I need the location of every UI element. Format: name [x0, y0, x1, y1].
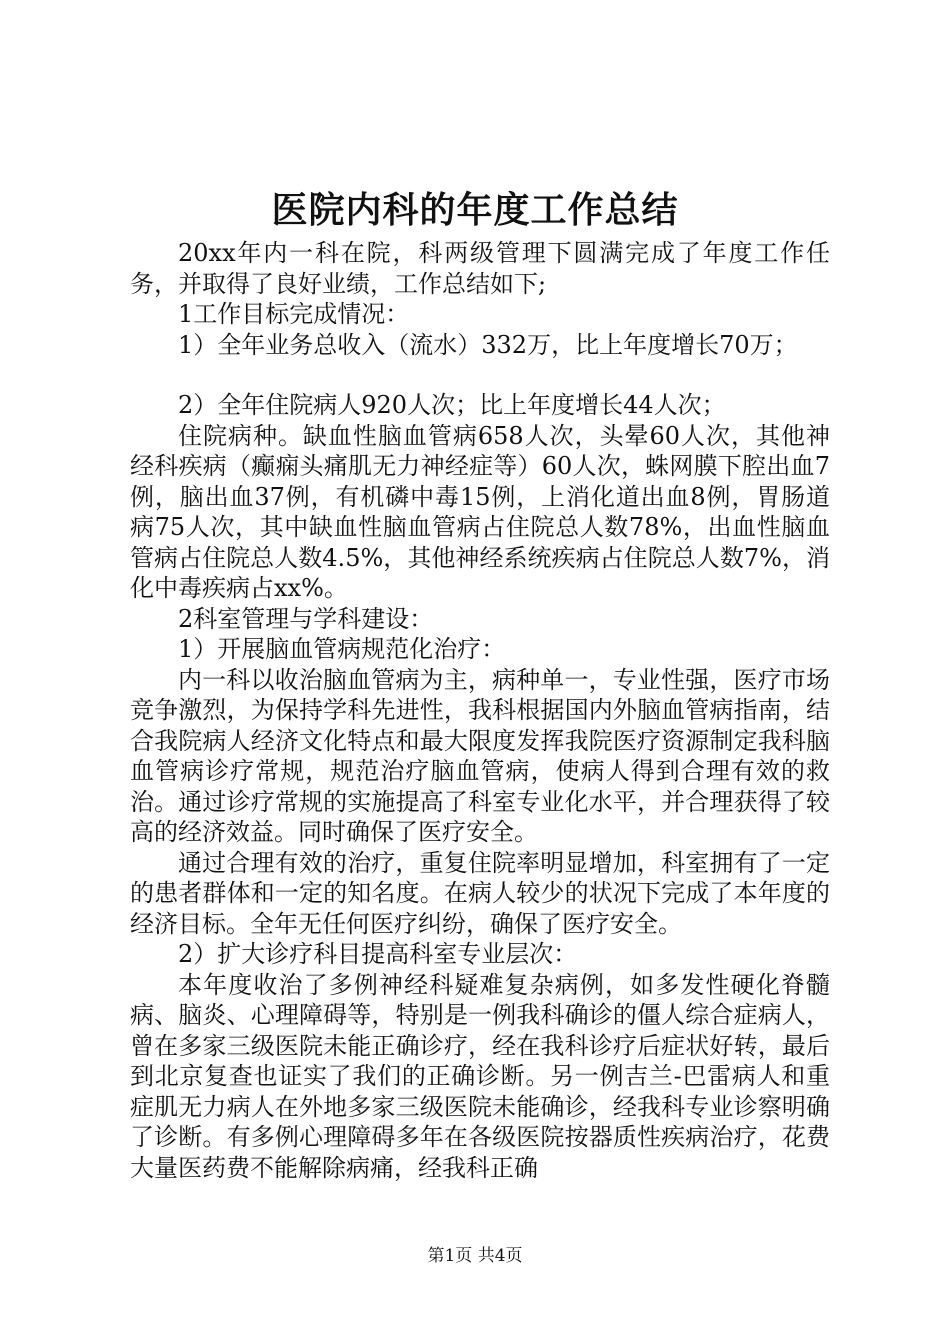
- item-inpatients: 2）全年住院病人920人次；比上年度增长44人次；: [178, 391, 726, 419]
- paragraph-difficult-cases: 本年度收治了多例神经科疑难复杂病例，如多发性硬化脊髓病、脑炎、心理障碍等，特别是一例我科确诊的僵人综合症病人，曾在多家三级医院未能正确诊疗，经在我科诊疗后症状好转，最后到北京复查也证实了我们的正确诊断。另一例吉兰-巴雷病人和重症肌无力病人在外地多家三级医院未能确诊，经我科专业诊察明确了诊断。有多例心理障碍多年在各级医院按器质性疾病治疗，花费大量医药费不能解除病痛，经我科正确: [130, 970, 830, 1182]
- item-standardized-treatment: 1）开展脑血管病规范化治疗：: [178, 635, 506, 663]
- paragraph-treatment-results: 通过合理有效的治疗，重复住院率明显增加，科室拥有了一定的患者群体和一定的知名度。在病人较少的状况下完成了本年度的经济目标。全年无任何医疗纠纷，确保了医疗安全。: [130, 848, 830, 938]
- item-expand-scope: 2）扩大诊疗科目提高科室专业层次：: [178, 940, 578, 968]
- heading-goals: 1工作目标完成情况：: [178, 300, 410, 328]
- document-title: 医院内科的年度工作总结: [271, 189, 679, 231]
- document-body: [130, 238, 830, 1183]
- page-number: 第1页 共4页: [427, 1246, 523, 1266]
- paragraph-disease-types: 住院病种。缺血性脑血管病658人次，头晕60人次，其他神经科疾病（癫痫头痛肌无力神经症等）60人次，蛛网膜下腔出血7例，脑出血37例，有机磷中毒15例，上消化道出血8例，胃肠道病75人次，其中缺血性脑血管病占住院总人数78%，出血性脑血管病占住院总人数4.5%，其他神经系统疾病占住院总人数7%，消化中毒疾病占xx%。: [130, 421, 830, 602]
- item-revenue: 1）全年业务总收入（流水）332万，比上年度增长70万；: [178, 330, 798, 359]
- heading-management: 2科室管理与学科建设：: [178, 604, 434, 633]
- paragraph-intro: 20xx年内一科在院，科两级管理下圆满完成了年度工作任务，并取得了良好业绩，工作总结如下;: [130, 239, 830, 298]
- paragraph-treatment-details: 内一科以收治脑血管病为主，病种单一，专业性强，医疗市场竞争激烈，为保持学科先进性，我科根据国内外脑血管病指南，结合我院病人经济文化特点和最大限度发挥我院医疗资源制定我科脑血管病诊疗常规，规范治疗脑血管病，使病人得到合理有效的救治。通过诊疗常规的实施提高了科室专业化水平，并合理获得了较高的经济效益。同时确保了医疗安全。: [130, 665, 830, 846]
